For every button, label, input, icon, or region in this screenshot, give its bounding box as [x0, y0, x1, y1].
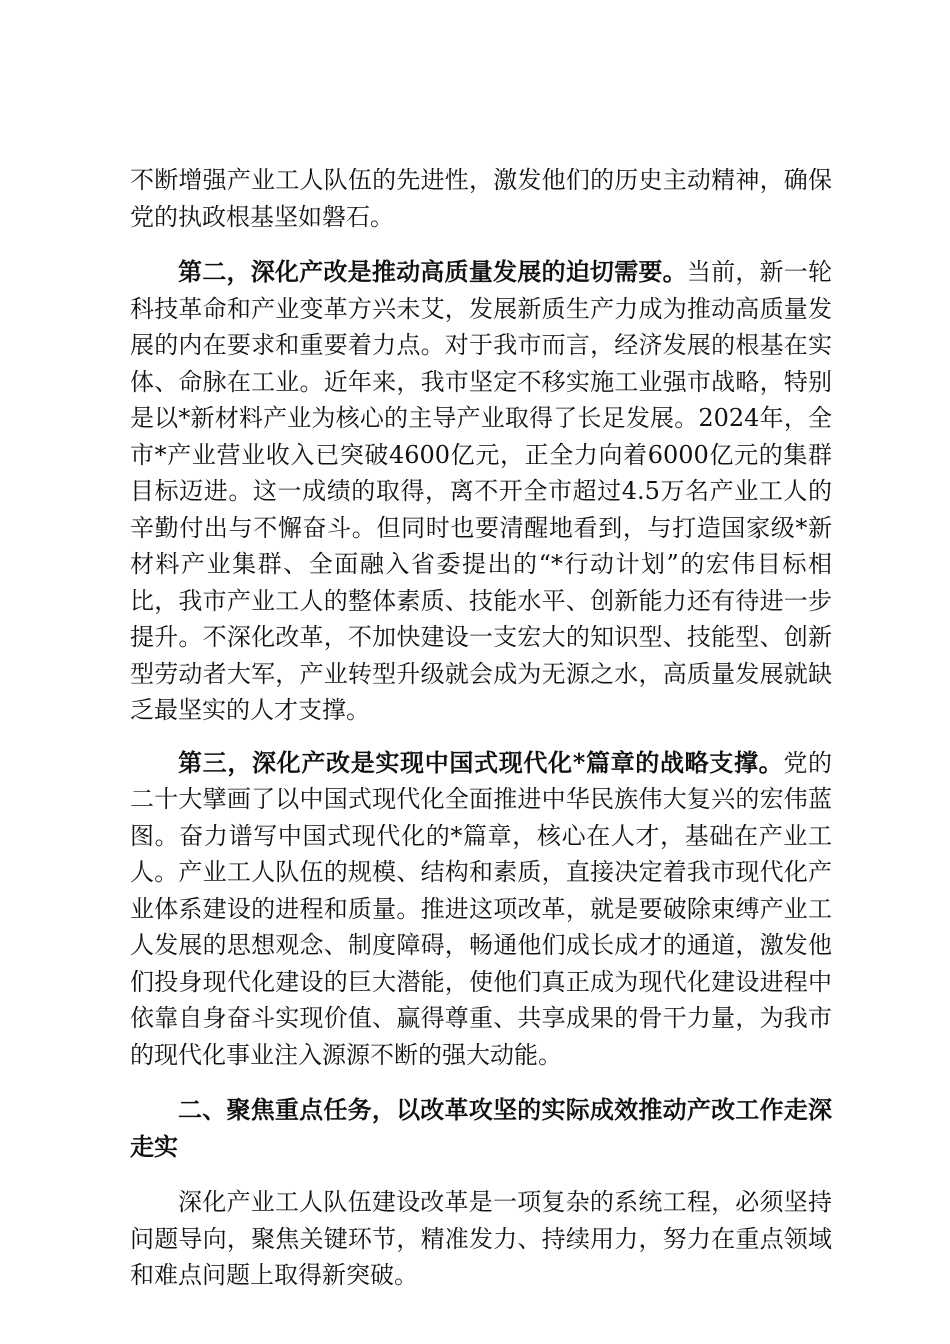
- paragraph-section-intro: 深化产业工人队伍建设改革是一项复杂的系统工程，必须坚持问题导向，聚焦关键环节，精准发力、持续用力，努力在重点领域和难点问题上取得新突破。: [130, 1188, 832, 1289]
- section-heading-two: 二、聚焦重点任务，以改革攻坚的实际成效推动产改工作走深走实: [130, 1095, 832, 1161]
- document-page: [130, 162, 832, 1294]
- paragraph-body-second: 当前，新一轮科技革命和产业变革方兴未艾，发展新质生产力成为推动高质量发展的内在要求和重要着力点。对于我市而言，经济发展的根基在实体、命脉在工业。近年来，我市坚定不移实施工业强市战略，特别是以*新材料产业为核心的主导产业取得了长足发展。2024年，全市*产业营业收入已突破4600亿元，正全力向着6000亿元的集群目标迈进。这一成绩的取得，离不开全市超过4.5万名产业工人的辛勤付出与不懈奋斗。但同时也要清醒地看到，与打造国家级*新材料产业集群、全面融入省委提出的“*行动计划”的宏伟目标相比，我市产业工人的整体素质、技能水平、创新能力还有待进一步提升。不深化改革，不加快建设一支宏大的知识型、技能型、创新型劳动者大军，产业转型升级就会成为无源之水，高质量发展就缺乏最坚实的人才支撑。: [130, 258, 833, 724]
- paragraph-third-point: [130, 745, 832, 1074]
- paragraph-lead-third: 第三，深化产改是实现中国式现代化*篇章的战略支撑。: [178, 747, 784, 777]
- paragraph-second-point: [130, 254, 832, 729]
- paragraph-continuation: 不断增强产业工人队伍的先进性，激发他们的历史主动精神，确保党的执政根基坚如磐石。: [130, 166, 832, 231]
- paragraph-body-third: 党的二十大擘画了以中国式现代化全面推进中华民族伟大复兴的宏伟蓝图。奋力谱写中国式现代化的*篇章，核心在人才，基础在产业工人。产业工人队伍的规模、结构和素质，直接决定着我市现代化产业体系建设的进程和质量。推进这项改革，就是要破除束缚产业工人发展的思想观念、制度障碍，畅通他们成长成才的通道，激发他们投身现代化建设的巨大潜能，使他们真正成为现代化建设进程中依靠自身奋斗实现价值、赢得尊重、共享成果的骨干力量，为我市的现代化事业注入源源不断的强大动能。: [130, 748, 832, 1069]
- paragraph-lead-second: 第二，深化产改是推动高质量发展的迫切需要。: [178, 257, 687, 286]
